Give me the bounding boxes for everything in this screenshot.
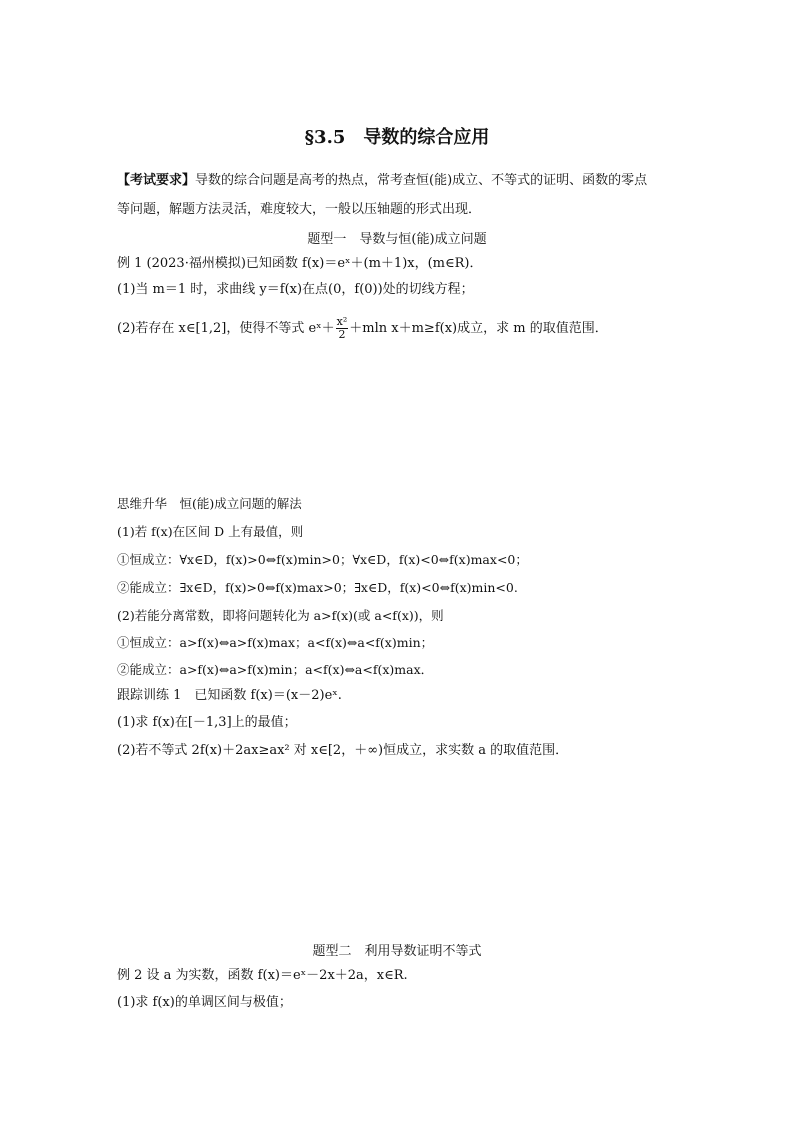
exam-requirement-label: 【考试要求】 — [117, 173, 196, 188]
example2-statement: 例 2 设 a 为实数，函数 f(x)＝eˣ－2x＋2a，x∈R. — [117, 968, 408, 983]
thinking-line-1: (1)若 f(x)在区间 D 上有最值，则 — [117, 524, 304, 539]
practice1-question-2: (2)若不等式 2f(x)＋2ax≥ax² 对 x∈[2，＋∞)恒成立，求实数 a 的取值范围． — [117, 743, 569, 758]
fraction-numerator: x² — [336, 315, 348, 328]
thinking-title: 思维升华 恒(能)成立问题的解法 — [117, 496, 302, 511]
practice1-statement: 跟踪训练 1 已知函数 f(x)＝(x－2)eˣ. — [117, 688, 342, 703]
exam-requirement-line-1 — [117, 171, 647, 191]
exam-requirement-text-2: 等问题，解题方法灵活，难度较大，一般以压轴题的形式出现． — [117, 202, 482, 217]
example1-question-1: (1)当 m＝1 时，求曲线 y＝f(x)在点(0，f(0))处的切线方程； — [117, 282, 474, 297]
fraction-x-squared-over-2 — [336, 316, 349, 341]
q2-text-before: (2)若存在 x∈[1,2]，使得不等式 eˣ＋ — [117, 321, 335, 336]
thinking-line-4: (2)若能分离常数，即将问题转化为 a>f(x)(或 a<f(x))，则 — [117, 608, 444, 623]
fraction-denominator: 2 — [338, 328, 346, 341]
example1-statement: 例 1 (2023·福州模拟)已知函数 f(x)＝eˣ＋(m＋1)x，(m∈R)． — [117, 256, 483, 271]
thinking-line-2: ①恒成立：∀x∈D，f(x)>0⇔f(x)min>0；∀x∈D，f(x)<0⇔f(x)max<0； — [117, 552, 528, 567]
q2-text-after: ＋mln x＋m≥f(x)成立，求 m 的取值范围． — [349, 321, 608, 336]
type1-heading: 题型一 导数与恒(能)成立问题 — [307, 232, 487, 247]
example2-question-1: (1)求 f(x)的单调区间与极值； — [117, 995, 292, 1010]
exam-requirement-text-1: 导数的综合问题是高考的热点，常考查恒(能)成立、不等式的证明、函数的零点 — [195, 173, 648, 188]
thinking-line-3: ②能成立：∃x∈D，f(x)>0⇔f(x)max>0；∃x∈D，f(x)<0⇔f(x)min<0. — [117, 580, 518, 595]
thinking-line-5: ①恒成立：a>f(x)⇔a>f(x)max；a<f(x)⇔a<f(x)min； — [117, 635, 434, 650]
section-title: §3.5 导数的综合应用 — [304, 127, 490, 148]
example1-question-2 — [117, 316, 608, 341]
practice1-question-1: (1)求 f(x)在[－1,3]上的最值； — [117, 715, 297, 730]
type2-heading: 题型二 利用导数证明不等式 — [312, 944, 482, 959]
thinking-line-6: ②能成立：a>f(x)⇔a>f(x)min；a<f(x)⇔a<f(x)max． — [117, 662, 434, 677]
